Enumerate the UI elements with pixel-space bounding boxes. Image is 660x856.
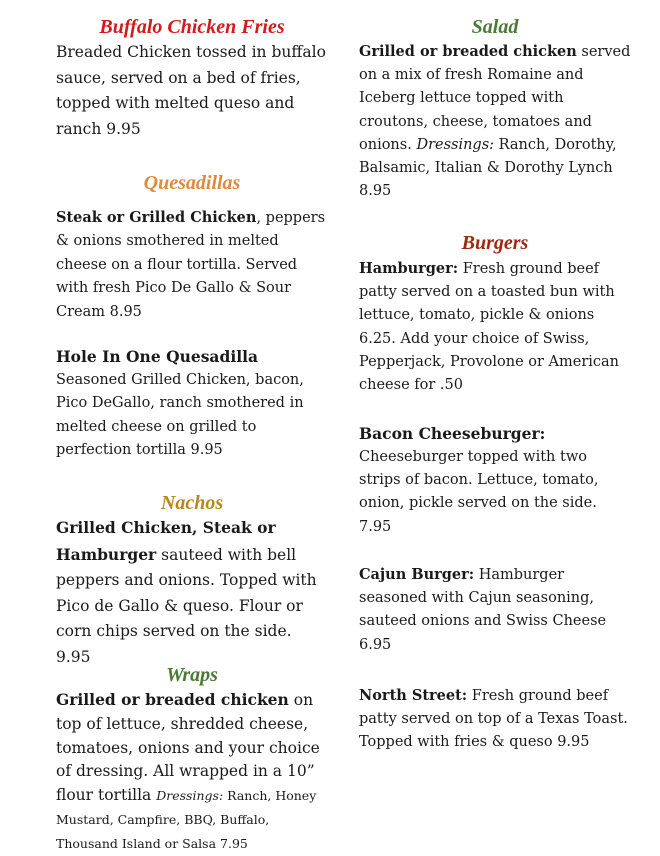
wraps-dressings-text: Ranch, Honey Mustard, Campfire, BBQ, Buffalo, Thousand Island or Salsa 7.95 [56,788,317,851]
wraps-title: Wraps [166,664,218,686]
burger-item-bacon-cheeseburger-text: Cheeseburger topped with two strips of bacon. Lettuce, tomato, onion, pickle served on the side. 7.95 [359,449,599,535]
burger-item-cajun-name: Cajun Burger: [359,566,475,583]
salad-title: Salad [471,16,519,38]
wraps-item-name: Grilled or breaded chicken [56,690,289,709]
salad-dressings-label: Dressings: [416,136,495,153]
burger-item-north-street-text: Fresh ground beef patty served on top of a Texas Toast. Topped with fries & queso 9.95 [359,688,628,751]
quesadilla-item-steak-chicken [56,206,328,324]
salad-dressings-text: Ranch, Dorothy, Balsamic, Italian & Dorothy Lynch 8.95 [359,136,617,200]
buffalo-chicken-fries-description: Breaded Chicken tossed in buffalo sauce, served on a bed of fries, topped with melted queso and ranch 9.95 [56,43,326,138]
nachos-description [56,515,328,670]
burger-item-north-street-name: North Street: [359,687,468,704]
salad-item-text: served on a mix of fresh Romaine and Iceberg lettuce topped with croutons, cheese, tomatoes and onions. [359,44,631,153]
burger-item-cajun-text: Hamburger seasoned with Cajun seasoning, sauteed onions and Swiss Cheese 6.95 [359,567,607,653]
nachos-item-text: sauteed with bell peppers and onions. Topped with Pico de Gallo & queso. Flour or corn chips served on the side. 9.95 [56,545,317,666]
burger-item-hamburger [359,257,631,397]
salad-item-name: Grilled or breaded chicken [359,43,577,60]
quesadilla-item-hole-in-one-name: Hole In One Quesadilla [56,347,259,366]
nachos-title: Nachos [160,492,224,514]
quesadillas-title: Quesadillas [143,172,241,194]
burger-item-hamburger-text: Fresh ground beef patty served on a toasted bun with lettuce, tomato, pickle & onions 6.25. Add your choice of Swiss, Pepperjack, Provolone or American cheese for .50 [359,261,620,394]
quesadilla-item-steak-chicken-text: , peppers & onions smothered in melted cheese on a flour tortilla. Served with fresh Pico De Gallo & Sour Cream 8.95 [56,210,326,320]
burger-item-north-street [359,684,631,755]
burger-item-cajun [359,563,631,657]
nachos-item-name: Grilled Chicken, Steak or Hamburger [56,518,276,564]
salad-description [359,40,631,203]
wraps-item-text: on top of lettuce, shredded cheese, tomatoes, onions and your choice of dressing. All wrapped in a 10” flour tortilla [56,691,320,805]
wraps-dressings-label: Dressings: [156,788,224,804]
burger-item-hamburger-name: Hamburger: [359,260,459,277]
burgers-title: Burgers [461,232,529,254]
quesadilla-item-steak-chicken-name: Steak or Grilled Chicken [56,209,257,226]
quesadilla-item-hole-in-one-text: Seasoned Grilled Chicken, bacon, Pico DeGallo, ranch smothered in melted cheese on grilled to perfection tortilla 9.95 [56,372,304,459]
buffalo-chicken-fries-title: Buffalo Chicken Fries [99,16,285,38]
burger-item-bacon-cheeseburger-name: Bacon Cheeseburger: [359,424,546,443]
wraps-description [56,688,328,856]
